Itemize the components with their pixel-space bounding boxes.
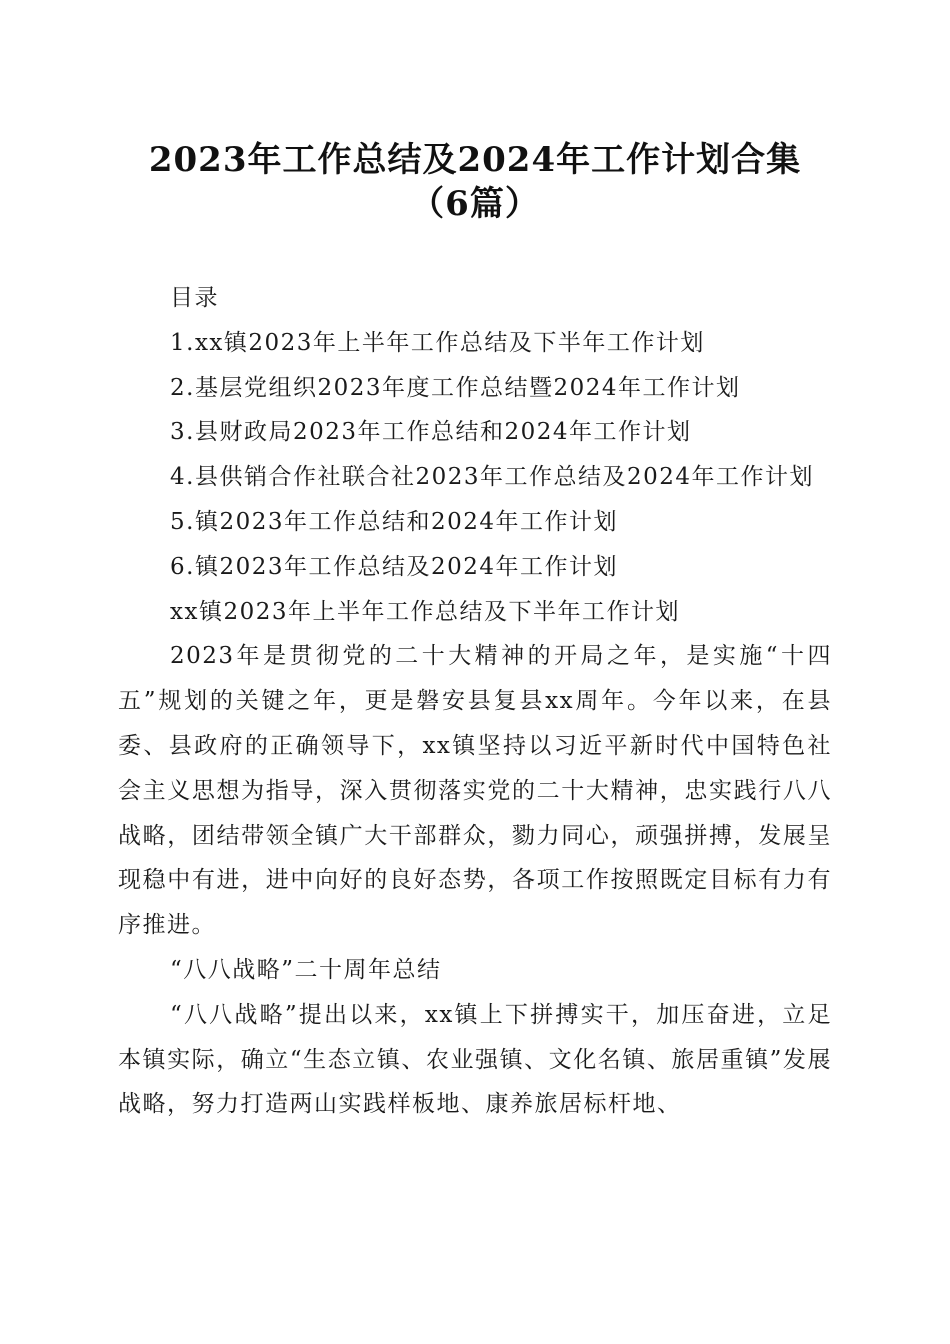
toc-item: 6.镇2023年工作总结及2024年工作计划: [170, 553, 619, 580]
toc-item: 3.县财政局2023年工作总结和2024年工作计划: [170, 419, 692, 446]
section-paragraph: “八八战略”提出以来，xx镇上下拼搏实干，加压奋进，立足本镇实际，确立“生态立镇、农业强镇、文化名镇、旅居重镇”发展战略，努力打造两山实践样板地、康养旅居标杆地、: [118, 1001, 832, 1118]
section-heading: “八八战略”二十周年总结: [170, 956, 442, 983]
document-body: [118, 276, 832, 1127]
body-paragraph: 2023年是贯彻党的二十大精神的开局之年，是实施“十四五”规划的关键之年，更是磐安县复县xx周年。今年以来，在县委、县政府的正确领导下，xx镇坚持以习近平新时代中国特色社会主义思想为指导，深入贯彻落实党的二十大精神，忠实践行八八战略，团结带领全镇广大干部群众，勠力同心，顽强拼搏，发展呈现稳中有进，进中向好的良好态势，各项工作按照既定目标有力有序推进。: [118, 643, 832, 939]
document-title: 2023年工作总结及2024年工作计划合集（6篇）: [148, 140, 802, 224]
toc-heading: 目录: [170, 285, 219, 311]
toc-item: 1.xx镇2023年上半年工作总结及下半年工作计划: [170, 329, 705, 356]
article-title: xx镇2023年上半年工作总结及下半年工作计划: [170, 598, 680, 625]
toc-item: 2.基层党组织2023年度工作总结暨2024年工作计划: [170, 374, 741, 401]
toc-item: 5.镇2023年工作总结和2024年工作计划: [170, 508, 619, 535]
toc-item: 4.县供销合作社联合社2023年工作总结及2024年工作计划: [170, 464, 815, 491]
